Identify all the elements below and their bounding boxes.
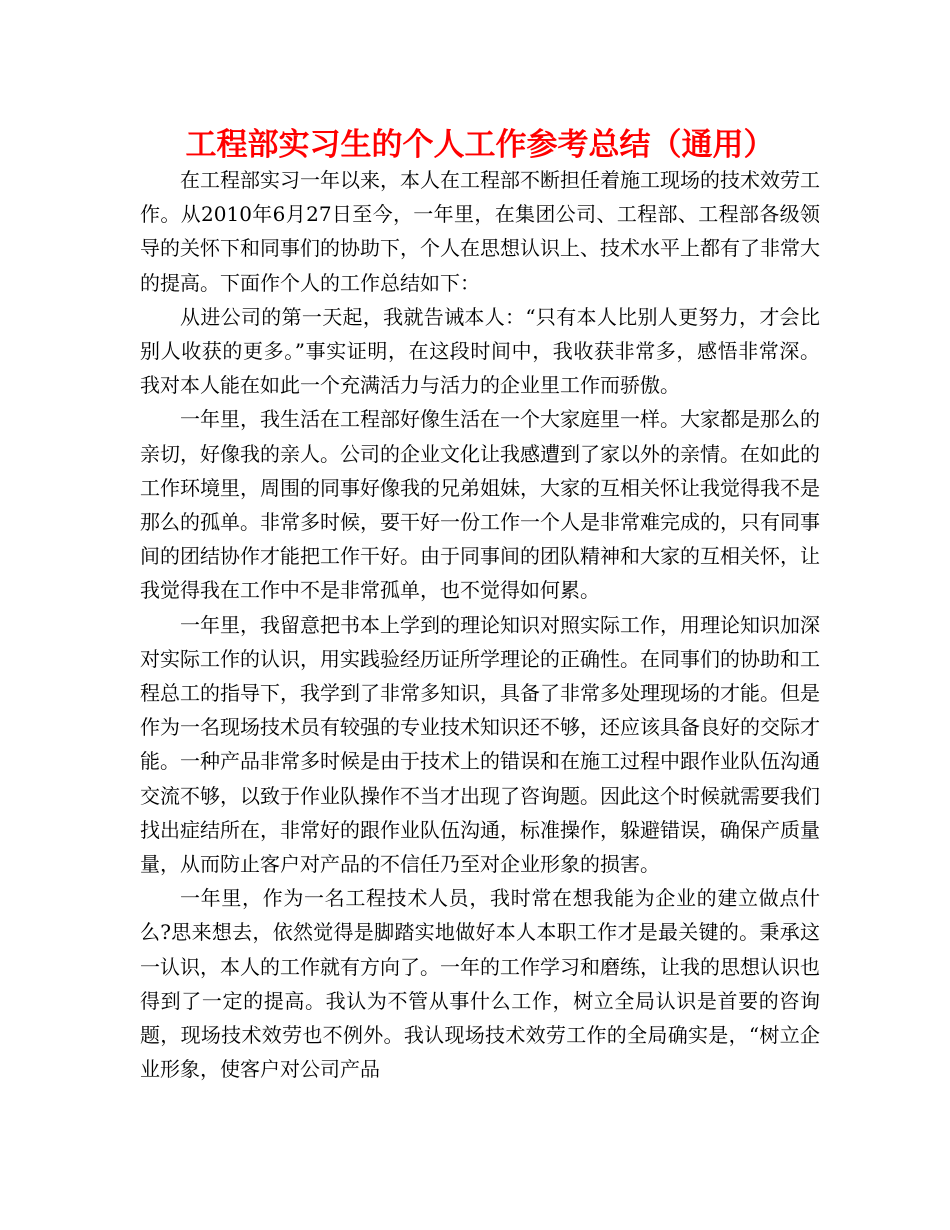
document-title: 工程部实习生的个人工作参考总结（通用） — [185, 127, 775, 163]
paragraph: 在工程部实习一年以来，本人在工程部不断担任着施工现场的技术效劳工作。从2010年6月27日至今，一年里，在集团公司、工程部、工程部各级领导的关怀下和同事们的协助下，个人在思想认识上、技术水平上都有了非常大的提高。下面作个人的工作总结如下： — [140, 168, 820, 295]
paragraph: 一年里，作为一名工程技术人员，我时常在想我能为企业的建立做点什么?思来想去，依然觉得是脚踏实地做好本人本职工作才是最关键的。秉承这一认识，本人的工作就有方向了。一年的工作学习和磨练，让我的思想认识也得到了一定的提高。我认为不管从事什么工作，树立全局认识是首要的咨询题，现场技术效劳也不例外。我认现场技术效劳工作的全局确实是，“树立企业形象，使客户对公司产品 — [140, 886, 820, 1082]
document-body — [140, 163, 820, 1086]
paragraph: 一年里，我生活在工程部好像生活在一个大家庭里一样。大家都是那么的亲切，好像我的亲人。公司的企业文化让我感遭到了家以外的亲情。在如此的工作环境里，周围的同事好像我的兄弟姐妹，大家的互相关怀让我觉得我不是那么的孤单。非常多时候，要干好一份工作一个人是非常难完成的，只有同事间的团结协作才能把工作干好。由于同事间的团队精神和大家的互相关怀，让我觉得我在工作中不是非常孤单，也不觉得如何累。 — [140, 407, 820, 603]
paragraph: 一年里，我留意把书本上学到的理论知识对照实际工作，用理论知识加深对实际工作的认识，用实践验经历证所学理论的正确性。在同事们的协助和工程总工的指导下，我学到了非常多知识，具备了非常多处理现场的才能。但是作为一名现场技术员有较强的专业技术知识还不够，还应该具备良好的交际才能。一种产品非常多时候是由于技术上的错误和在施工过程中跟作业队伍沟通交流不够，以致于作业队操作不当才出现了咨询题。因此这个时候就需要我们找出症结所在，非常好的跟作业队伍沟通，标准操作，躲避错误，确保产质量量，从而防止客户对产品的不信任乃至对企业形象的损害。 — [140, 612, 820, 877]
paragraph: 从进公司的第一天起，我就告诫本人：“只有本人比别人更努力，才会比别人收获的更多。”事实证明，在这段时间中，我收获非常多，感悟非常深。我对本人能在如此一个充满活力与活力的企业里工作而骄傲。 — [140, 304, 820, 398]
